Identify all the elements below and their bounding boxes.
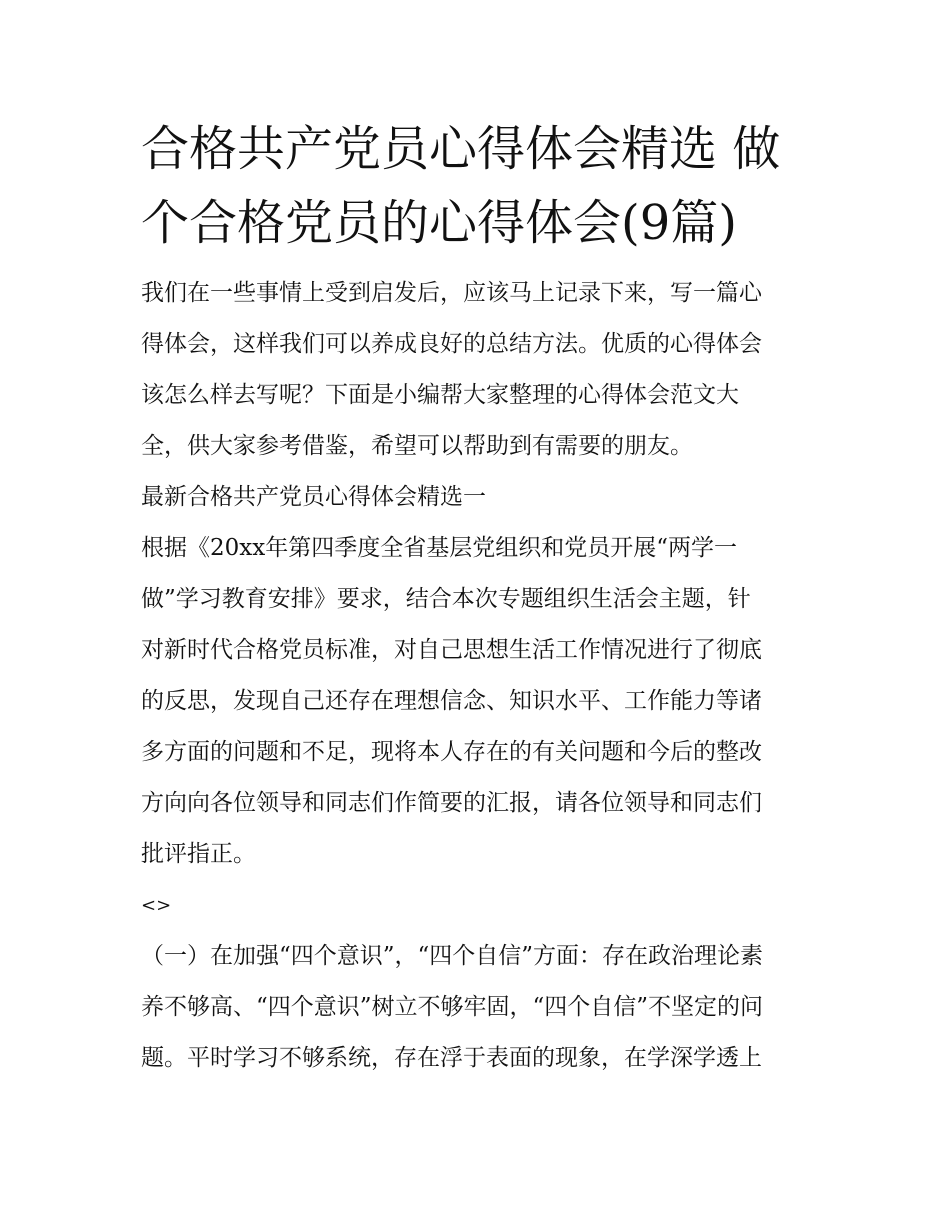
body-line: 得体会，这样我们可以养成良好的总结方法。优质的心得体会	[141, 331, 762, 357]
title-line-1: 合格共产党员心得体会精选 做	[141, 121, 781, 177]
body-line: 养不够高、“四个意识”树立不够牢固，“四个自信”不坚定的问	[141, 994, 764, 1020]
section-heading: 最新合格共产党员心得体会精选一	[141, 484, 486, 510]
body-line: 对新时代合格党员标准，对自己思想生活工作情况进行了彻底	[141, 637, 762, 663]
body-line: 根据《20xx年第四季度全省基层党组织和党员开展“两学一	[141, 535, 737, 561]
document-content	[141, 112, 813, 1084]
body-line: 批评指正。	[141, 841, 256, 867]
document-body	[141, 268, 813, 1084]
title-line-2: 个合格党员的心得体会(9篇)	[141, 195, 737, 251]
marker-line: <>	[141, 895, 172, 916]
body-line: 题。平时学习不够系统，存在浮于表面的现象，在学深学透上	[141, 1045, 762, 1071]
body-line: 我们在一些事情上受到启发后，应该马上记录下来，写一篇心	[141, 280, 762, 306]
body-line: 该怎么样去写呢？下面是小编帮大家整理的心得体会范文大	[141, 382, 739, 408]
body-line: 多方面的问题和不足，现将本人存在的有关问题和今后的整改	[141, 739, 762, 765]
body-line: 的反思，发现自己还存在理想信念、知识水平、工作能力等诸	[141, 688, 762, 714]
title-spacer	[141, 260, 813, 268]
document-title	[141, 112, 813, 260]
body-line: 做”学习教育安排》要求，结合本次专题组织生活会主题，针	[141, 586, 751, 612]
body-line: 全，供大家参考借鉴，希望可以帮助到有需要的朋友。	[141, 433, 693, 459]
body-line: 方向向各位领导和同志们作简要的汇报，请各位领导和同志们	[141, 790, 762, 816]
body-line: （一）在加强“四个意识”，“四个自信”方面：存在政治理论素	[141, 943, 764, 969]
